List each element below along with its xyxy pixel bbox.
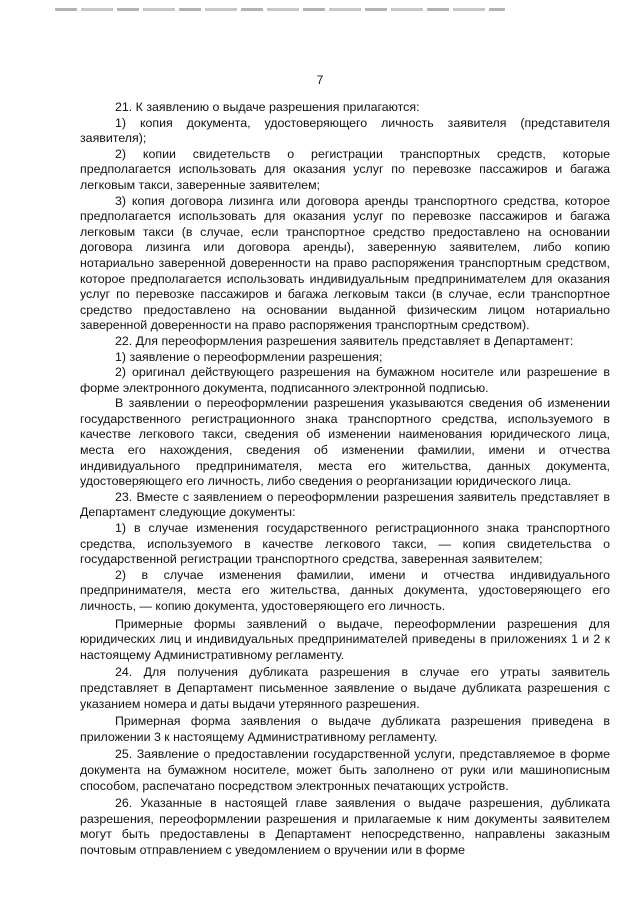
paragraph-24-form-note: Примерная форма заявления о выдаче дубликата разрешения приведена в приложении 3 к настоящему Административному регламенту. (80, 714, 610, 744)
paragraph-23-item-1: 1) в случае изменения государственного регистрационного знака транспортного средства, используемого в качестве легкового такси, — копия свидетельства о государственной регистрации транспортного средства, заверенная заявителем; (80, 521, 610, 567)
paragraph-26: 26. Указанные в настоящей главе заявления о выдаче разрешения, дубликата разрешения, переоформлении разрешения и прилагаемые к ним документы заявителем могут быть предоставлены в Департамент непосредственно, направлены заказным почтовым отправлением с уведомлением о вручении или в форме (80, 796, 610, 857)
paragraph-25: 25. Заявление о предоставлении государственной услуги, представляемое в форме документа на бумажном носителе, может быть заполнено от руки или машинописным способом, распечатано посредством электронных печатающих устройств. (80, 747, 610, 793)
document-body (80, 100, 610, 859)
paragraph-24: 24. Для получения дубликата разрешения в случае его утраты заявитель представляет в Департамент письменное заявление о выдаче дубликата разрешения с указанием номера и даты выдачи утерянного разрешения. (80, 665, 610, 711)
page-number: 7 (316, 73, 324, 87)
paragraph-22-item-1: 1) заявление о переоформлении разрешения; (115, 349, 383, 364)
paragraph-22: 22. Для переоформления разрешения заявитель представляет в Департамент: (115, 333, 574, 348)
paragraph-22-item-2: 2) оригинал действующего разрешения на бумажном носителе или разрешение в форме электронного документа, подписанного электронной подписью. (80, 365, 610, 395)
paragraph-21-item-3: 3) копия договора лизинга или договора аренды транспортного средства, которое предполагается использовать для оказания услуг по перевозке пассажиров и багажа легковым такси (в случае, если транспортное средство предоставлено на основании договора лизинга или договора аренды), заверенную заявителем, либо копию нотариально заверенной доверенности на право распоряжения транспортным средством, которое предполагается использовать индивидуальным предпринимателем для оказания услуг по перевозке пассажиров и багажа легковым такси (в случае, если транспортное средство предоставлено на основании выданной физическим лицом нотариально заверенной доверенности на право распоряжения транспортным средством). (80, 193, 610, 333)
paragraph-23-item-2: 2) в случае изменения фамилии, имени и отчества индивидуального предпринимателя, места его жительства, данных документа, удостоверяющего его личность, — копию документа, удостоверяющего его личность. (80, 567, 610, 613)
paragraph-23: 23. Вместе с заявлением о переоформлении разрешения заявитель представляет в Департамент следующие документы: (80, 489, 610, 520)
paragraph-21-item-2: 2) копии свидетельств о регистрации транспортных средств, которые предполагается использовать для оказания услуг по перевозке пассажиров и багажа легковым такси, заверенные заявителем; (80, 146, 610, 192)
paragraph-21: 21. К заявлению о выдаче разрешения прилагаются: (115, 100, 420, 114)
paragraph-forms-note: Примерные формы заявлений о выдаче, переоформлении разрешения для юридических лиц и индивидуальных предпринимателей приведены в приложениях 1 и 2 к настоящему Административному регламенту. (80, 616, 610, 662)
scan-edge-artifact (55, 8, 505, 11)
paragraph-22-details: В заявлении о переоформлении разрешения указываются сведения об изменении государственного регистрационного знака транспортного средства, используемого в качестве легкового такси, сведения об изменении наименования юридического лица, места его нахождения, сведения об изменении фамилии, имени и отчества индивидуального предпринимателя, места его жительства, данных документа, удостоверяющего его личность, либо сведения о реорганизации юридического лица. (80, 396, 610, 489)
paragraph-21-item-1: 1) копия документа, удостоверяющего личность заявителя (представителя заявителя); (80, 115, 610, 146)
